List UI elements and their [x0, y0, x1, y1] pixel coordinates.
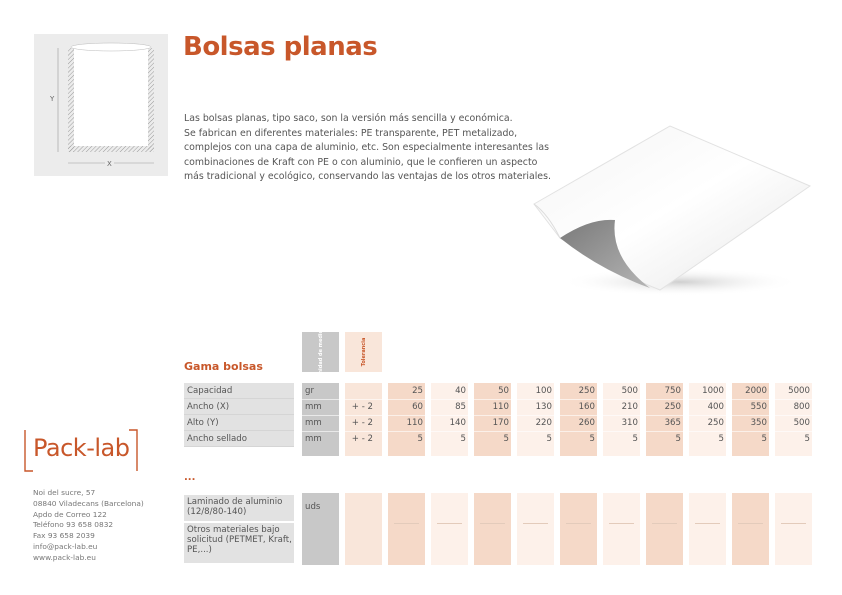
address-line: 08840 Viladecans (Barcelona): [33, 498, 144, 508]
description-line: Las bolsas planas, tipo saco, son la versión más sencilla y económica.: [184, 113, 513, 124]
value-cell: 260: [578, 418, 595, 428]
description-line: más tradicional y ecológico, conservando las ventajas de los otros materiales.: [184, 171, 551, 183]
website-link[interactable]: www.pack-lab.eu: [33, 552, 96, 562]
value-cell: 5: [460, 434, 466, 444]
value-cell: 100: [535, 386, 552, 396]
address-line: Apdo de Correo 122: [33, 509, 107, 519]
value-cell: 400: [707, 402, 724, 412]
x-axis-label: X: [107, 160, 112, 168]
flat-bag-photo: [520, 120, 820, 310]
value-cell: 5: [675, 434, 681, 444]
value-cell: 220: [535, 418, 552, 428]
value-cell: 365: [664, 418, 681, 428]
description-line: combinaciones de Kraft con PE o con aluminio, que le confieren un aspecto: [184, 156, 538, 168]
value-cell: 5: [632, 434, 638, 444]
description: [184, 112, 551, 185]
bag-dimension-diagram: [34, 34, 168, 176]
tolerance-cell: + - 2: [351, 418, 373, 428]
value-cell: 130: [535, 402, 552, 412]
page-title: Bolsas planas: [183, 32, 378, 62]
unit-cell: gr: [305, 386, 314, 396]
value-cell: 5: [804, 434, 810, 444]
description-line: complejos con una capa de aluminio, etc. Son especialmente interesantes las: [184, 142, 549, 154]
row-label-ancho-sellado: Ancho sellado: [184, 431, 294, 447]
value-cell: 5000: [788, 386, 810, 396]
value-cell: 250: [578, 386, 595, 396]
value-cell: 5: [589, 434, 595, 444]
company-address: [33, 488, 144, 564]
entry-line: [652, 523, 677, 524]
row-label-alto: Alto (Y): [184, 415, 294, 431]
unit-cell: mm: [305, 434, 322, 444]
unit-header: [302, 326, 339, 378]
entry-line: [523, 523, 548, 524]
size-column: [517, 493, 554, 565]
entry-line: [695, 523, 720, 524]
value-cell: 5: [761, 434, 767, 444]
entry-line: [781, 523, 806, 524]
tolerance-cell: + - 2: [351, 402, 373, 412]
size-column: [775, 493, 812, 565]
value-cell: 1000: [702, 386, 724, 396]
entry-line: [394, 523, 419, 524]
value-cell: 500: [621, 386, 638, 396]
y-axis-label: Y: [50, 95, 55, 103]
value-cell: 25: [412, 386, 423, 396]
value-cell: 250: [664, 402, 681, 412]
value-cell: 5: [503, 434, 509, 444]
unit-header-label: Unidad de medida: [317, 326, 324, 378]
entry-line: [738, 523, 763, 524]
value-cell: 5: [718, 434, 724, 444]
unit-cell: mm: [305, 418, 322, 428]
unit-cell: mm: [305, 402, 322, 412]
size-column: [646, 493, 683, 565]
value-cell: 5: [417, 434, 423, 444]
more-indicator: ...: [184, 472, 196, 483]
value-cell: 2000: [745, 386, 767, 396]
value-cell: 5: [546, 434, 552, 444]
value-cell: 350: [750, 418, 767, 428]
material-row-label: Otros materiales bajo solicitud (PETMET, Kraft, PE,...): [184, 523, 294, 563]
entry-line: [437, 523, 462, 524]
material-row-label: Laminado de aluminio (12/8/80-140): [184, 495, 294, 521]
value-cell: 750: [664, 386, 681, 396]
entry-line: [609, 523, 634, 524]
size-column: [474, 493, 511, 565]
tolerance-column: [345, 493, 382, 565]
tolerance-header-label: Tolerancia: [360, 337, 367, 367]
address-line: Noi del sucre, 57: [33, 488, 96, 497]
value-cell: 500: [793, 418, 810, 428]
size-column: [732, 493, 769, 565]
size-column: [431, 493, 468, 565]
entry-line: [480, 523, 505, 524]
logo-text: Pack-lab: [33, 434, 130, 462]
size-column: [560, 493, 597, 565]
phone: Teléfono 93 658 0832: [33, 520, 114, 530]
fax: Fax 93 658 2039: [33, 531, 95, 541]
value-cell: 210: [621, 402, 638, 412]
size-column: [603, 493, 640, 565]
section-title: Gama bolsas: [184, 360, 263, 373]
value-cell: 60: [412, 402, 423, 412]
value-cell: 85: [455, 402, 466, 412]
value-cell: 40: [455, 386, 466, 396]
row-label-capacidad: Capacidad: [184, 383, 294, 399]
entry-line: [566, 523, 591, 524]
tolerance-header: [345, 332, 382, 372]
pack-lab-logo: [23, 428, 139, 473]
value-cell: 170: [492, 418, 509, 428]
size-column: [689, 493, 726, 565]
material-unit: uds: [305, 502, 321, 512]
value-cell: 800: [793, 402, 810, 412]
value-cell: 50: [498, 386, 509, 396]
tolerance-cell: + - 2: [351, 434, 373, 444]
value-cell: 310: [621, 418, 638, 428]
value-cell: 110: [492, 402, 509, 412]
value-cell: 110: [406, 418, 423, 428]
value-cell: 550: [750, 402, 767, 412]
description-line: Se fabrican en diferentes materiales: PE transparente, PET metalizado,: [184, 127, 518, 139]
value-cell: 250: [707, 418, 724, 428]
value-cell: 160: [578, 402, 595, 412]
email-link[interactable]: info@pack-lab.eu: [33, 541, 98, 551]
value-cell: 140: [449, 418, 466, 428]
size-column: [388, 493, 425, 565]
row-label-ancho: Ancho (X): [184, 399, 294, 415]
